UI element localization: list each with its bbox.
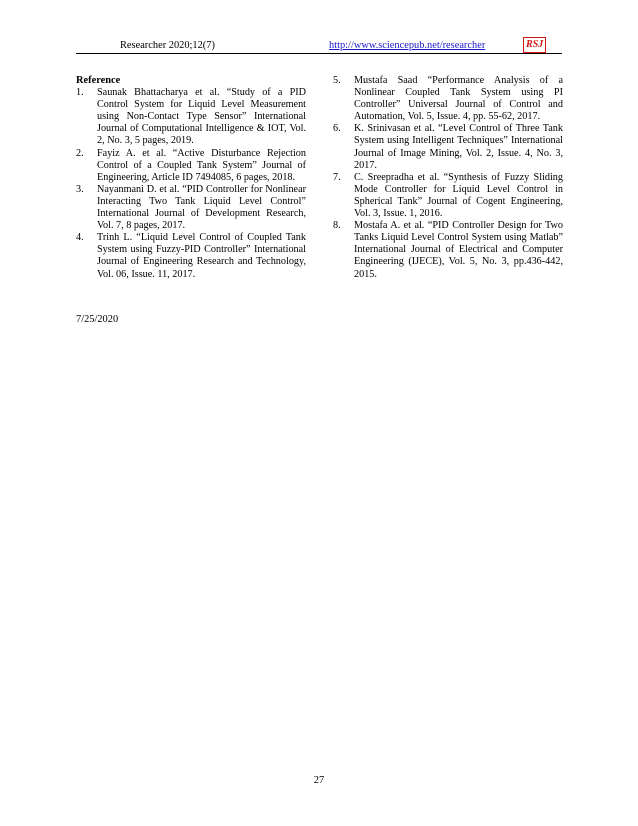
reference-item (76, 87, 306, 147)
journal-logo: RSJ (523, 37, 546, 53)
journal-citation: Researcher 2020;12(7) (120, 40, 215, 51)
references-heading: Reference (76, 75, 121, 86)
reference-number: 3. (76, 183, 84, 195)
reference-number: 7. (333, 171, 341, 183)
running-header (76, 38, 562, 53)
reference-text: Nayanmani D. et al. “PID Controller for Nonlinear Interacting Two Tank Liquid Level Control” International Journal of Development Research, Vol. 7, 8 pages, 2017. (97, 183, 306, 232)
submission-date: 7/25/2020 (76, 314, 119, 325)
reference-text: Fayiz A. et al. “Active Disturbance Rejection Control of a Coupled Tank System” Journal of Engineering, Article ID 7494085, 6 pages, 2018. (97, 147, 306, 183)
reference-item (333, 220, 563, 280)
references-column-right (333, 75, 563, 281)
reference-number: 4. (76, 232, 84, 244)
reference-text: K. Srinivasan et al. “Level Control of Three Tank System using Intelligent Techniques” International Journal of Image Mining, Vol. 2, Issue. 4, No. 3, 2017. (354, 123, 563, 171)
page-number: 27 (313, 775, 325, 786)
reference-item (333, 123, 563, 171)
reference-number: 1. (76, 87, 84, 99)
reference-text: Mustafa Saad “Performance Analysis of a Nonlinear Coupled Tank System using PI Controller” Universal Journal of Control and Automation, Vol. 5, Issue. 4, pp. 55-62, 2017. (354, 75, 563, 123)
reference-item (76, 232, 306, 280)
reference-item (333, 75, 563, 123)
reference-number: 8. (333, 220, 341, 232)
reference-number: 6. (333, 123, 341, 135)
reference-item (333, 172, 563, 220)
reference-text: C. Sreepradha et al. “Synthesis of Fuzzy Sliding Mode Controller for Liquid Level Control in Spherical Tank” Journal of Cogent Engineering, Vol. 3, Issue. 1, 2016. (354, 171, 563, 220)
reference-number: 5. (333, 75, 341, 86)
reference-text: Mostafa A. et al. “PID Controller Design for Two Tanks Liquid Level Control System using Matlab” International Journal of Electrical and Computer Engineering (IJECE), Vol. 5, No. 3, pp.436-442, 2015. (354, 220, 563, 280)
references-column-left (76, 75, 306, 281)
reference-text: Trinh L. “Liquid Level Control of Coupled Tank System using Fuzzy-PID Controller” International Journal of Engineering Research and Technology, Vol. 06, Issue. 11, 2017. (97, 232, 306, 280)
journal-url-link[interactable]: http://www.sciencepub.net/researcher (329, 40, 486, 51)
header-rule (76, 53, 562, 54)
reference-number: 2. (76, 147, 84, 159)
reference-item (76, 184, 306, 232)
reference-item (76, 148, 306, 184)
reference-text: Saunak Bhattacharya et al. “Study of a PID Control System for Liquid Level Measurement using Non-Contact Type Sensor” International Journal of Computational Intelligence & IOT, Vol. 2, No. 3, 5 pages, 2019. (97, 87, 306, 147)
